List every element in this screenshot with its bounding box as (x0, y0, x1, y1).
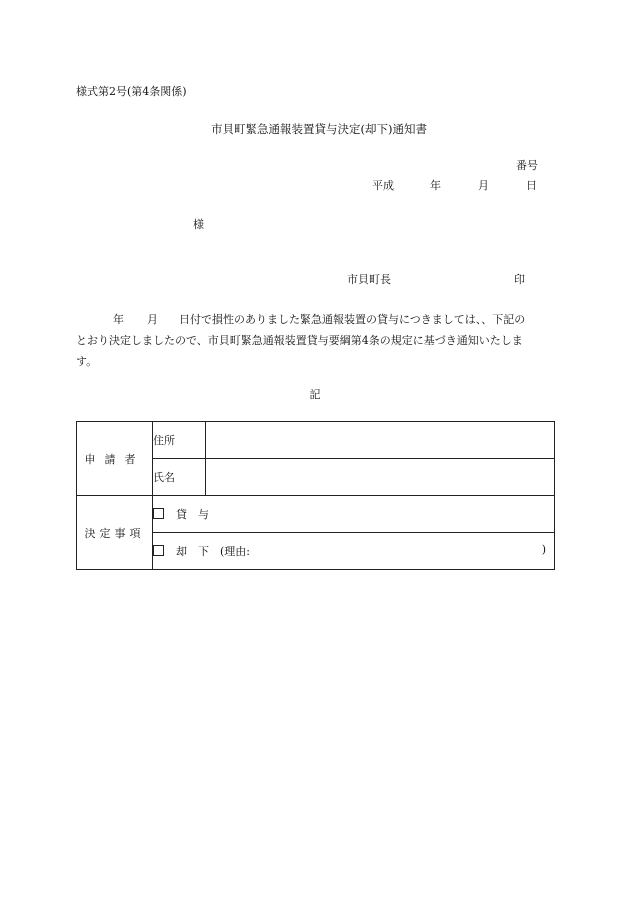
date-era: 平成 (372, 179, 394, 192)
lend-checkbox[interactable] (153, 508, 164, 519)
date-month: 月 (478, 179, 489, 192)
body-line-3: す。 (76, 355, 98, 368)
body-month: 月 (147, 313, 158, 326)
address-label: 住所 (153, 422, 206, 459)
recipient-suffix: 様 (193, 218, 204, 231)
document-title: 市貝町緊急通報装置貸与決定(却下)通知書 (211, 122, 427, 136)
option-reject[interactable] (153, 533, 555, 570)
issuer-name: 市貝町長 (347, 273, 391, 286)
issue-date (372, 180, 537, 191)
form-number: 様式第2号(第4条関係) (76, 85, 187, 98)
notice-body (76, 309, 554, 372)
applicant-header: 申請者 (77, 422, 153, 496)
number-label: 番号 (516, 159, 538, 172)
body-line-2: とおり決定しましたので、市貝町緊急通報装置貸与要綱第4条の規定に基づき通知いたしま (76, 334, 523, 347)
body-line-1 (76, 309, 554, 330)
reject-checkbox[interactable] (153, 545, 164, 556)
date-year: 年 (430, 179, 441, 192)
seal-mark: 印 (514, 273, 525, 286)
lend-row (77, 496, 555, 533)
application-table (76, 421, 555, 570)
reason-open: (理由: (220, 545, 250, 558)
address-field[interactable] (206, 422, 555, 459)
name-label: 氏名 (153, 459, 206, 496)
date-day: 日 (526, 179, 537, 192)
body-year: 年 (113, 313, 124, 326)
reason-close: ) (541, 543, 546, 556)
option-lend-label: 貸与 (176, 508, 220, 521)
name-field[interactable] (206, 459, 555, 496)
address-row (77, 422, 555, 459)
body-line-1-text: 日付で損性のありました緊急通報装置の貸与につきましては、、下記の (179, 313, 526, 326)
ki-heading: 記 (309, 388, 321, 401)
option-reject-label: 却下 (176, 545, 220, 558)
option-lend[interactable] (153, 496, 555, 533)
decision-header: 決定事項 (77, 496, 153, 570)
